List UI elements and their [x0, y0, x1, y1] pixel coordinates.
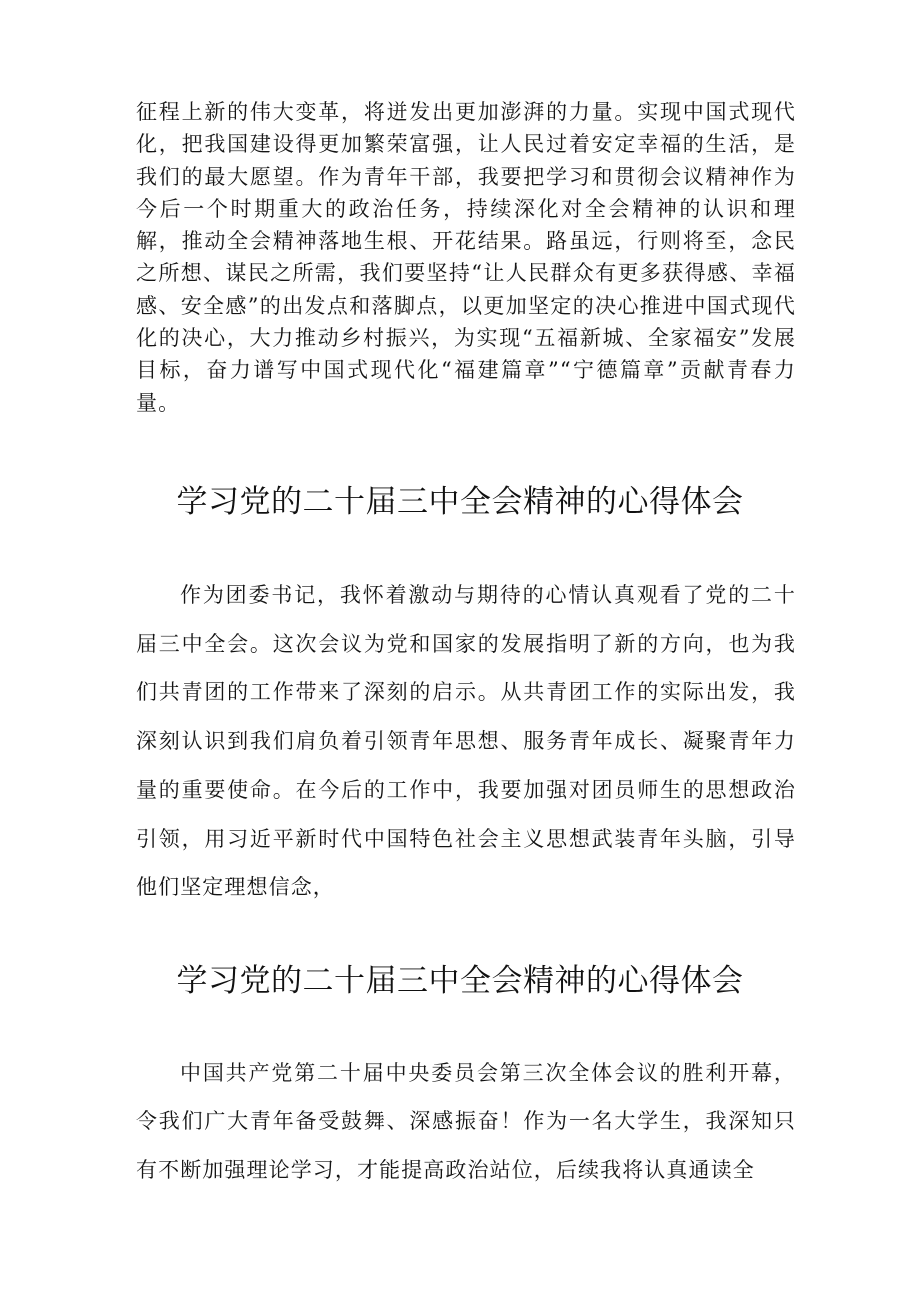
- section-heading: 学习党的二十届三中全会精神的心得体会: [176, 484, 744, 520]
- paragraph-body: 作为团委书记，我怀着激动与期待的心情认真观看了党的二十届三中全会。这次会议为党和国家的发展指明了新的方向，也为我们共青团的工作带来了深刻的启示。从共青团工作的实际出发，我深刻认识到我们肩负着引领青年思想、服务青年成长、凝聚青年力量的重要使命。在今后的工作中，我要加强对团员师生的思想政治引领，用习近平新时代中国特色社会主义思想武装青年头脑，引导他们坚定理想信念，: [136, 583, 796, 900]
- paragraph-body: 中国共产党第二十届中央委员会第三次全体会议的胜利开幕，令我们广大青年备受鼓舞、深感振奋！作为一名大学生，我深知只有不断加强理论学习，才能提高政治站位，后续我将认真通读全: [136, 1061, 796, 1182]
- section-heading: 学习党的二十届三中全会精神的心得体会: [176, 963, 744, 999]
- paragraph-continued: 征程上新的伟大变革，将迸发出更加澎湃的力量。实现中国式现代化，把我国建设得更加繁荣富强，让人民过着安定幸福的生活，是我们的最大愿望。作为青年干部，我要把学习和贯彻会议精神作为今后一个时期重大的政治任务，持续深化对全会精神的认识和理解，推动全会精神落地生根、开花结果。路虽远，行则将至，念民之所想、谋民之所需，我们要坚持“让人民群众有更多获得感、幸福感、安全感”的出发点和落脚点，以更加坚定的决心推进中国式现代化的决心，大力推动乡村振兴，为实现“五福新城、全家福安”发展目标，奋力谱写中国式现代化“福建篇章”“宁德篇章”贡献青春力量。: [136, 100, 796, 415]
